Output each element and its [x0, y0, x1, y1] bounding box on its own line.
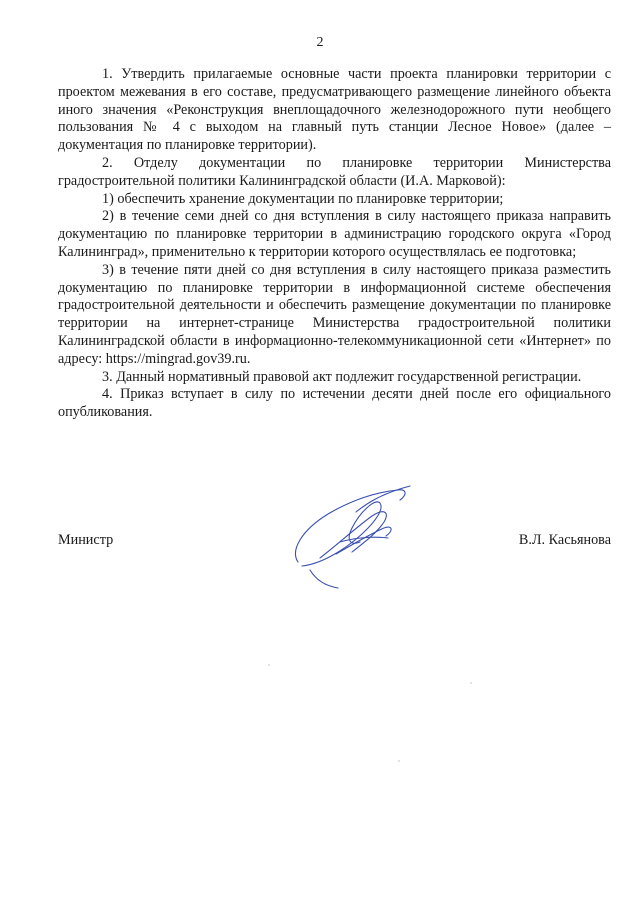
paragraph-department: 2. Отделу документации по планировке территории Министерства градостроительной политики Калининградской области (И.А. Марковой): [58, 154, 611, 189]
signature-row [58, 524, 611, 584]
scan-artifact [398, 760, 400, 762]
paragraph-approve: 1. Утвердить прилагаемые основные части проекта планировки территории с проектом межевания в его составе, предусматривающего размещение линейного объекта иного значения «Реконструкция внеплощадочного железнодорожного пути необщего пользования № 4 с выходом на главный путь станции Лесное Новое» (далее – документация по планировке территории). [58, 66, 611, 154]
paragraph-publish: 3) в течение пяти дней со дня вступления в силу настоящего приказа разместить документацию по планировке территории в информационной системе обеспечения градостроительной деятельности и обеспечить размещение документации по планировке территории на интернет-странице Министерства градостроительной политики Калининградской области в информационно-телекоммуникационной сети «Интернет» по адресу: https://mingrad.gov39.ru. [58, 261, 611, 367]
signer-name: В.Л. Касьянова [518, 532, 611, 548]
paragraph-storage: 1) обеспечить хранение документации по планировке территории; [102, 190, 504, 207]
signer-position: Министр [58, 532, 114, 548]
paragraph-send: 2) в течение семи дней со дня вступления в силу настоящего приказа направить документацию по планировке территории в администрацию городского округа «Город Калининград», применительно к территории которого осуществлялась ее подготовка; [58, 208, 611, 260]
document-body [58, 66, 611, 422]
page-number: 2 [316, 35, 324, 50]
scan-artifact [470, 682, 472, 684]
paragraph-registration: 3. Данный нормативный правовой акт подлежит государственной регистрации. [102, 368, 582, 385]
scan-artifact [268, 664, 270, 666]
paragraph-effective: 4. Приказ вступает в силу по истечении десяти дней после его официального опубликования. [58, 386, 611, 421]
